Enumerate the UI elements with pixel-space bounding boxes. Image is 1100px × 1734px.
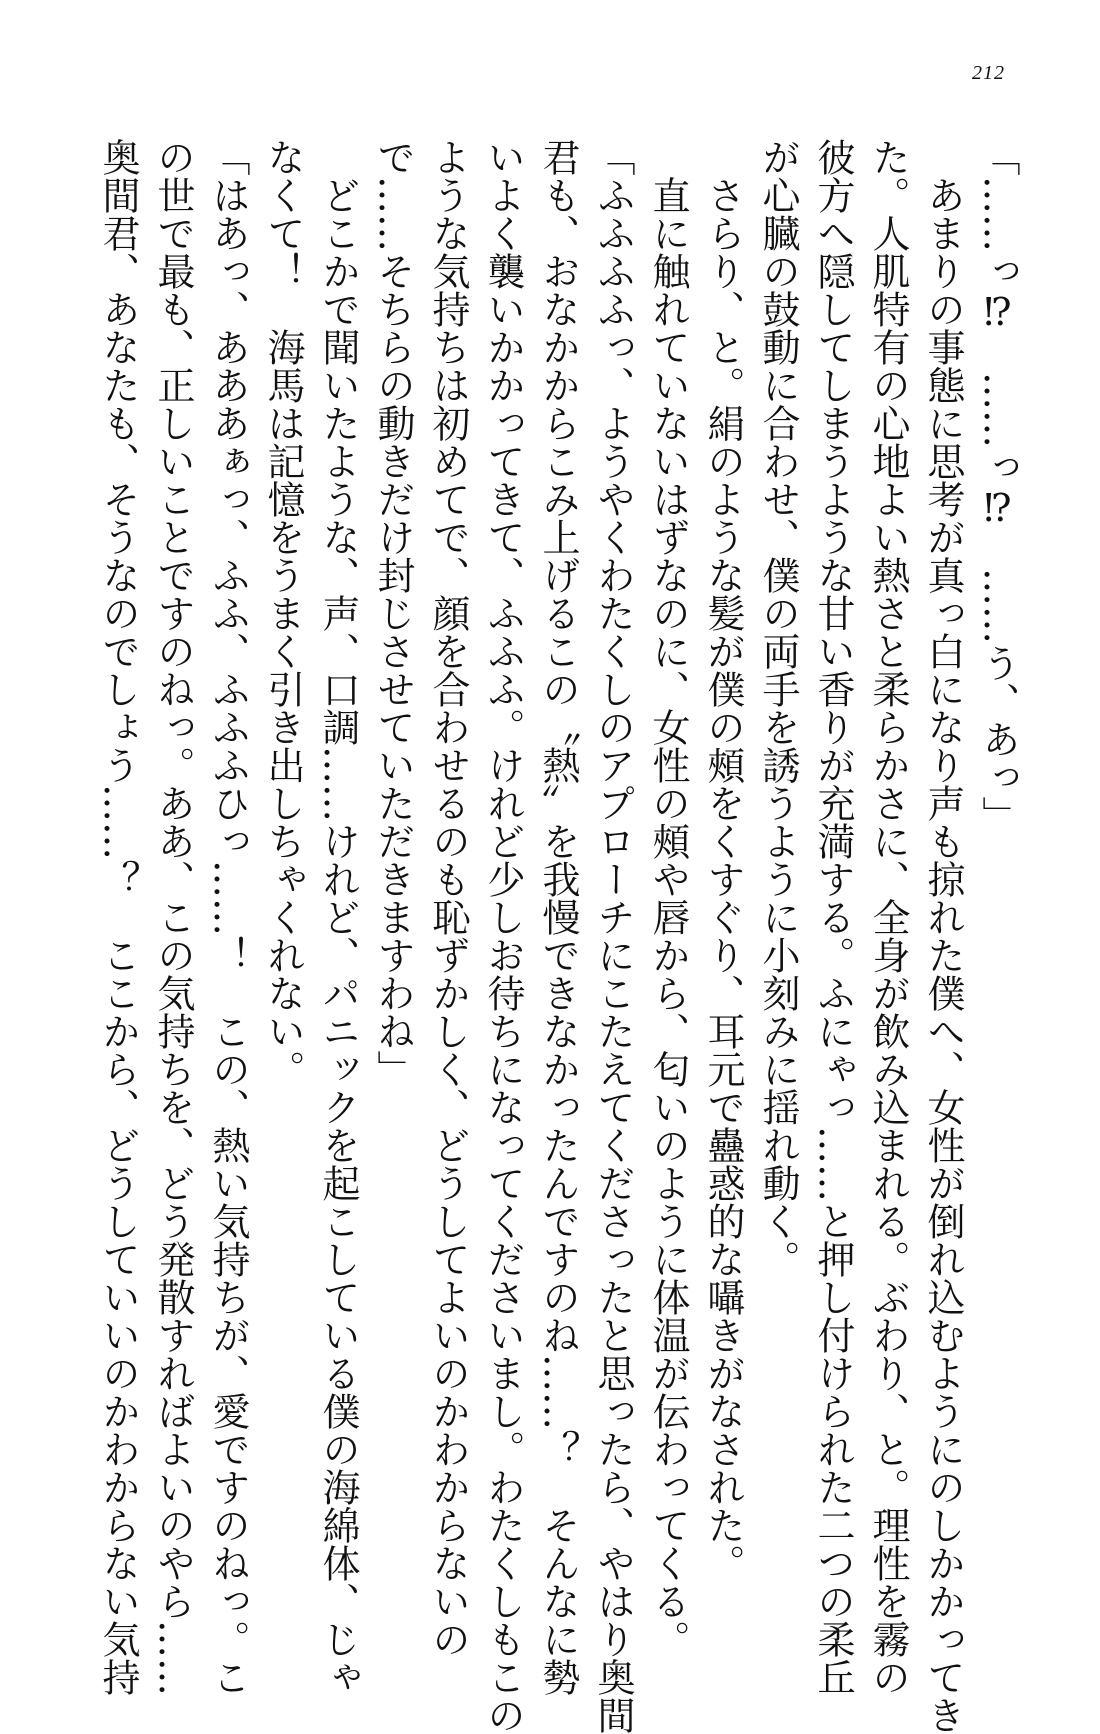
- text-column: さらり、と。絹のような髪が僕の頰をくすぐり、耳元で蠱惑的な囁きがなされた。: [701, 176, 745, 1582]
- text-column: ような気持ちは初めてで、顔を合わせるのも恥ずかしく、どうしてよいのかわからないの: [426, 138, 470, 1658]
- novel-body-text: [90, 138, 1025, 1734]
- text-column: いよく襲いかかってきて、ふふふ。けれど少しお待ちになってくださいまし。わたくしもこの: [481, 138, 525, 1734]
- text-column: 直に触れていないはずなのに、女性の頰や唇から、匂いのように体温が伝わってくる。: [646, 176, 690, 1658]
- text-column: 「ふふふふっ、ようやくわたくしのアプローチにこたえてくださったと思ったら、やはり奥間: [591, 138, 635, 1734]
- text-column: 「……っ⁉ ……っ⁉ ……う、あっ」: [976, 138, 1020, 834]
- text-column: 奥間君、あなたも、そうなのでしょう……？ ここから、どうしていいのかわからない気持: [96, 138, 140, 1696]
- text-column: た。人肌特有の心地よい熱さと柔らかさに、全身が飲み込まれる。ぶわり、と。理性を霧の: [866, 138, 910, 1696]
- text-column: 彼方へ隠してしまうような甘い香りが充満する。ふにゃっ……と押し付けられた二つの柔丘: [811, 138, 855, 1696]
- text-column: が心臓の鼓動に合わせ、僕の両手を誘うように小刻みに揺れ動く。: [756, 138, 800, 1278]
- text-column: あまりの事態に思考が真っ白になり声も掠れた僕へ、女性が倒れ込むようにのしかかってき: [921, 176, 965, 1734]
- text-column: 「はあっ、あああぁっ、ふふ、ふふふひっ……！ この、熱い気持ちが、愛ですのねっ。こ: [206, 138, 250, 1696]
- text-column: 君も、おなかからこみ上げるこの〝熱〟を我慢できなかったんですのね……？ そんなに勢: [536, 138, 580, 1696]
- text-column: どこかで聞いたような、声、口調……けれど、パニックを起こしている僕の海綿体、じゃ: [316, 176, 360, 1696]
- page-number: 212: [972, 62, 1005, 84]
- text-column: で……そちらの動きだけ封じさせていただきますわね」: [371, 138, 415, 1088]
- text-column: なくて！ 海馬は記憶をうまく引き出しちゃくれない。: [261, 138, 305, 1088]
- text-column: の世で最も、正しいことですのねっ。ああ、この気持ちを、どう発散すればよいのやら……: [151, 138, 195, 1696]
